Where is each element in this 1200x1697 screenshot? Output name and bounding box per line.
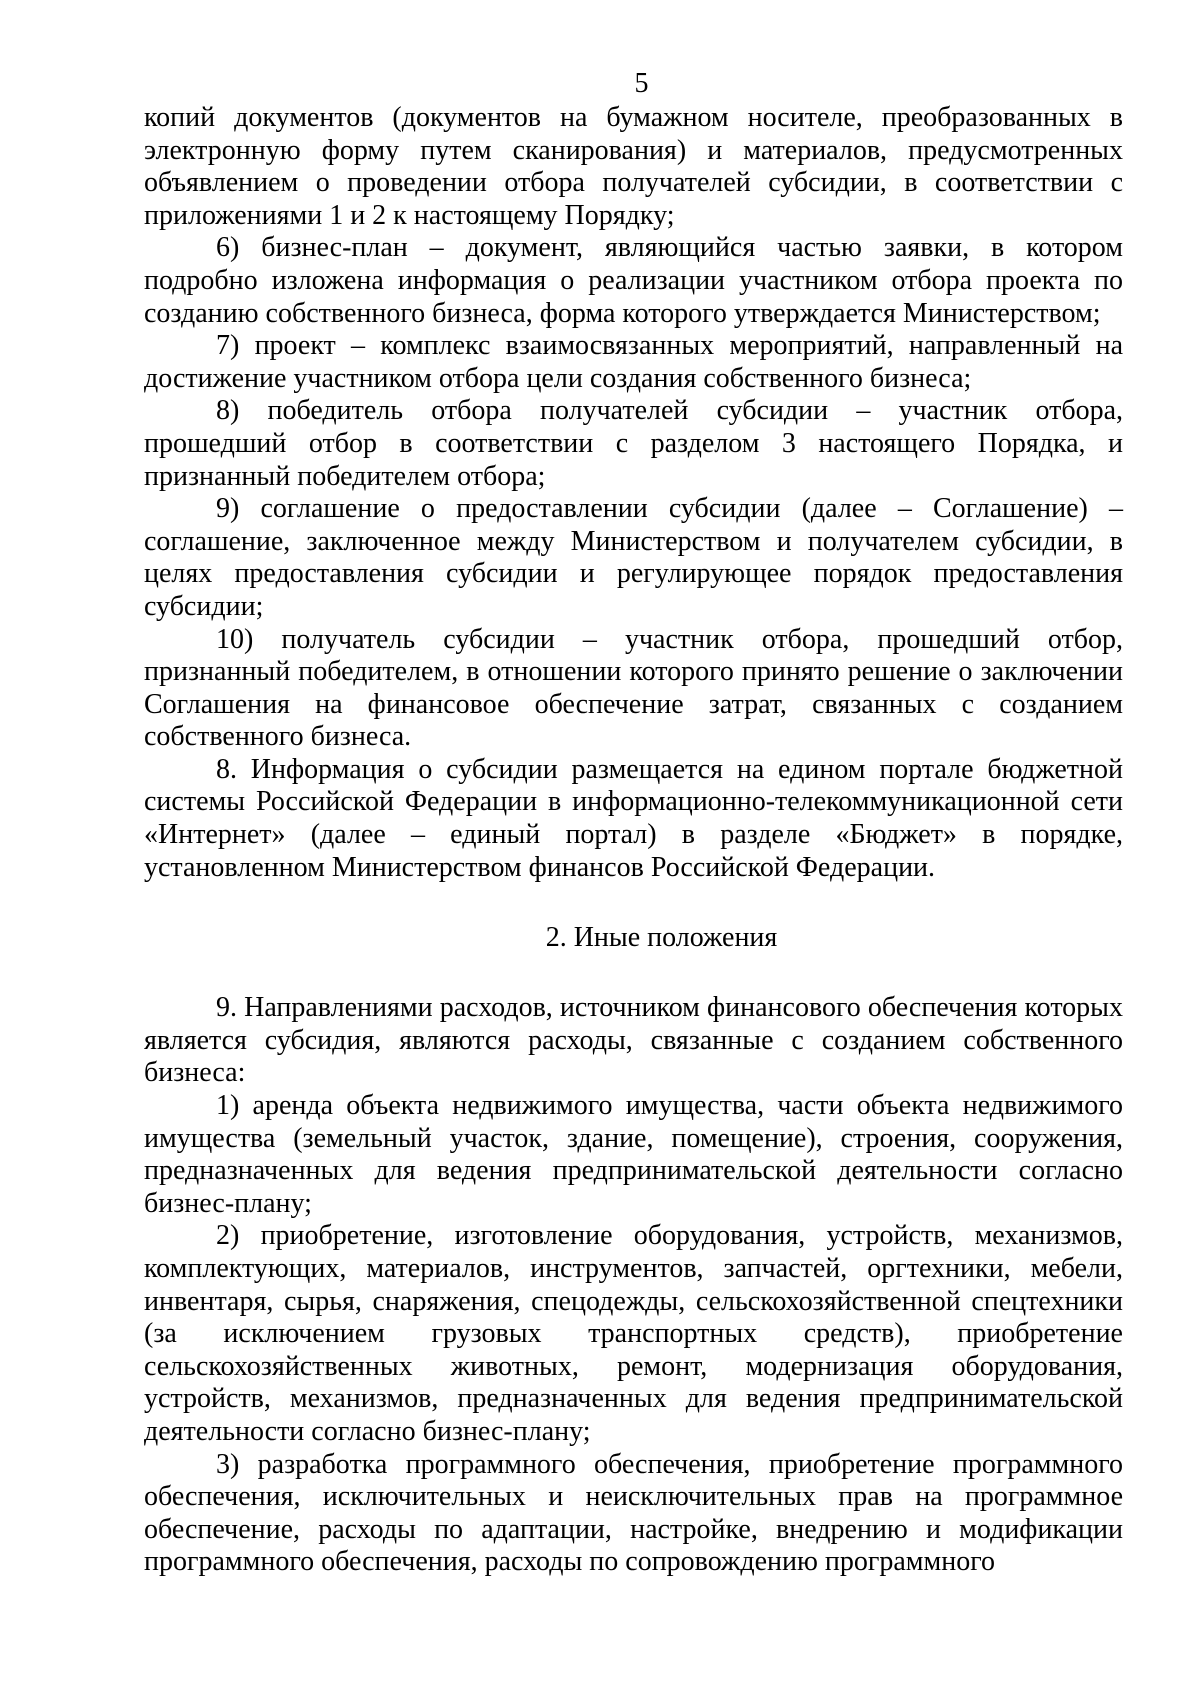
paragraph-item-2: 2) приобретение, изготовление оборудования, устройств, механизмов, комплектующих, материалов, инструментов, запчастей, оргтехники, мебели, инвентаря, сырья, снаряжения, спецодежды, сельскохозяйственной спецтехники (за исключением грузовых транспортных средств), приобретение сельскохозяйственных животных, ремонт, модернизация оборудования, устройств, механизмов, предназначенных для ведения предпринимательской деятельности согласно бизнес-плану; xyxy=(144,1220,1123,1447)
section-heading: 2. Иные положения xyxy=(545,922,778,954)
document-page xyxy=(144,68,1123,1579)
page-number: 5 xyxy=(634,68,649,99)
paragraph-definition-10: 10) получатель субсидии – участник отбора, прошедший отбор, признанный победителем, в отношении которого принято решение о заключении Соглашения на финансовое обеспечение затрат, связанных с созданием собственного бизнеса. xyxy=(144,623,1123,753)
paragraph-definition-9: 9) соглашение о предоставлении субсидии (далее – Соглашение) – соглашение, заключенное между Министерством и получателем субсидии, в целях предоставления субсидии и регулирующее порядок предоставления субсидии; xyxy=(144,493,1123,622)
paragraph-item-3: 3) разработка программного обеспечения, приобретение программного обеспечения, исключительных и неисключительных прав на программное обеспечение, расходы по адаптации, настройке, внедрению и модификации программного обеспечения, расходы по сопровождению программного xyxy=(144,1448,1123,1578)
paragraph-definition-7: 7) проект – комплекс взаимосвязанных мероприятий, направленный на достижение участником отбора цели создания собственного бизнеса; xyxy=(144,330,1123,394)
paragraph-clause-8: 8. Информация о субсидии размещается на едином портале бюджетной системы Российской Федерации в информационно-телекоммуникационной сети «Интернет» (далее – единый портал) в разделе «Бюджет» в порядке, установленном Министерством финансов Российской Федерации. xyxy=(144,753,1123,883)
paragraph-definition-6: 6) бизнес-план – документ, являющийся частью заявки, в котором подробно изложена информация о реализации участником отбора проекта по созданию собственного бизнеса, форма которого утверждается Министерством; xyxy=(144,232,1123,329)
paragraph-clause-9: 9. Направлениями расходов, источником финансового обеспечения которых является субсидия, являются расходы, связанные с созданием собственного бизнеса: xyxy=(144,992,1123,1089)
paragraph-definition-8: 8) победитель отбора получателей субсидии – участник отбора, прошедший отбор в соответствии с разделом 3 настоящего Порядка, и признанный победителем отбора; xyxy=(144,395,1123,492)
paragraph-item-1: 1) аренда объекта недвижимого имущества, части объекта недвижимого имущества (земельный участок, здание, помещение), строения, сооружения, предназначенных для ведения предпринимательской деятельности согласно бизнес-плану; xyxy=(144,1090,1123,1219)
paragraph-continuation: копий документов (документов на бумажном носителе, преобразованных в электронную форму путем сканирования) и материалов, предусмотренных объявлением о проведении отбора получателей субсидии, в соответствии с приложениями 1 и 2 к настоящему Порядку; xyxy=(144,102,1123,231)
